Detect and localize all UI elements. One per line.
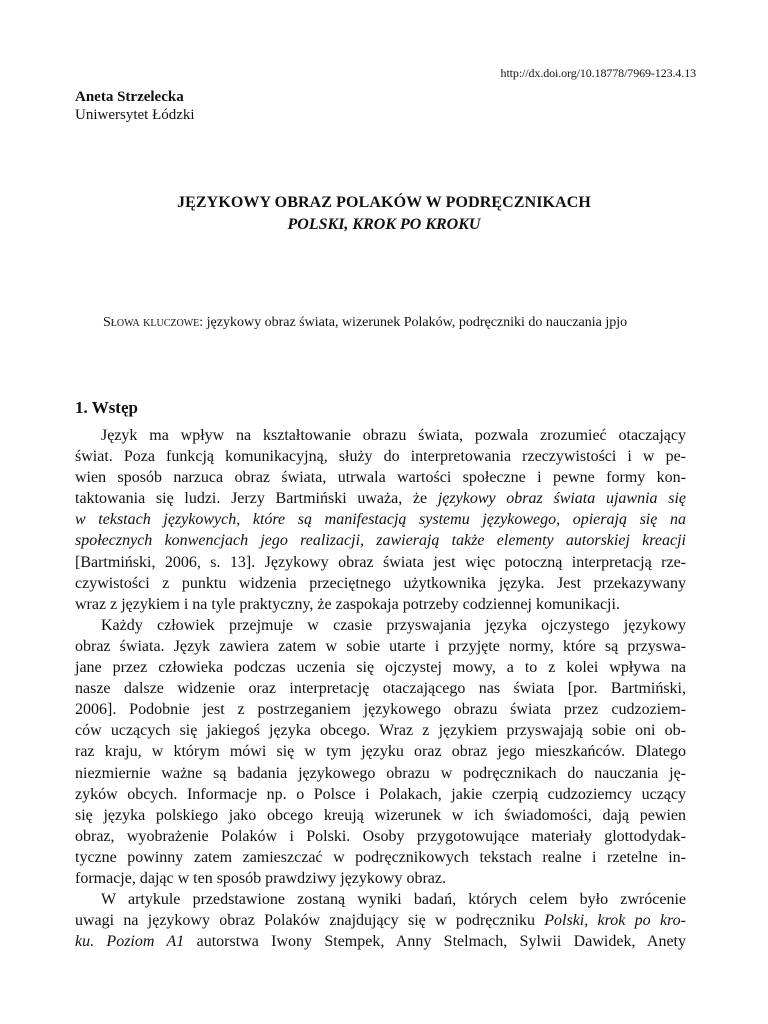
body-line: się języka polskiego jako obcego kreują wizerunek w ich świadomości, dają pewien: [75, 806, 686, 824]
body-line-italic: w tekstach językowych, które są manifestacją systemu językowego, opierają się na: [75, 511, 686, 529]
author-block: [75, 88, 195, 124]
keywords-label: Słowa kluczowe:: [103, 315, 204, 330]
body-line: 2006]. Podobnie jest z postrzeganiem językowego obrazu świata przez cudzoziem-: [75, 701, 686, 719]
body-line: [75, 530, 686, 551]
body-line: [75, 488, 686, 509]
body-line: raz kraju, w którym mówi się w tym języku oraz obraz jego mieszkańców. Dlatego: [75, 743, 686, 761]
body-line: wien sposób narzuca obraz świata, utrwala wartości społeczne i pewne formy kon-: [75, 469, 686, 487]
body-line-part: autorstwa Iwony Stempek, Anny Stelmach, Sylwii Dawidek, Anety: [184, 933, 686, 951]
body-line: zyków obcych. Informacje np. o Polsce i Polakach, jakie czerpią cudzoziemcy uczący: [75, 785, 686, 803]
body-line-part: taktowania się ludzi. Jerzy Bartmiński uważa, że: [75, 490, 438, 508]
author-affiliation: Uniwersytet Łódzki: [75, 107, 195, 123]
body-line: tyczne powinny zatem zamieszczać w podręcznikowych tekstach realne i rzetelne in-: [75, 848, 686, 866]
section-heading: 1. Wstęp: [75, 398, 138, 417]
body-line: wraz z językiem i na tyle praktyczny, że zaspokaja potrzeby codziennej komunikacji.: [75, 595, 620, 613]
title-line-1: JĘZYKOWY OBRAZ POLAKÓW W PODRĘCZNIKACH: [177, 194, 591, 211]
body-line: [75, 509, 686, 530]
doi-link[interactable]: http://dx.doi.org/10.18778/7969-123.4.13: [500, 66, 696, 80]
body-line-italic: Polski, krok po kro-: [544, 912, 687, 930]
article-title: [75, 192, 693, 236]
body-line: świat. Poza funkcją komunikacyjną, służy do interpretowania rzeczywistości i w pe-: [75, 448, 686, 466]
body-line-part: uwagi na językowy obraz Polaków znajdujący się w podręczniku: [75, 912, 545, 930]
author-name: Aneta Strzelecka: [75, 89, 184, 105]
body-line: W artykule przedstawione zostaną wyniki badań, których celem było zwrócenie: [101, 891, 686, 909]
body-line: [75, 931, 686, 952]
body-line-italic: społecznych konwencjach jego realizacji, zawierają także elementy autorskiej kreacji: [75, 532, 686, 550]
body-line: nasze dalsze widzenie oraz interpretację otaczającego nas świata [por. Bartmiński,: [75, 680, 686, 698]
body-line: [Bartmiński, 2006, s. 13]. Językowy obraz świata jest więc potoczną interpretacją rze-: [75, 553, 686, 571]
body-line: Język ma wpływ na kształtowanie obrazu świata, pozwala zrozumieć otaczający: [101, 427, 686, 444]
body-line: ców uczących się jakiegoś języka obcego. Wraz z językiem przyswajają sobie oni ob-: [75, 722, 686, 740]
body-line: obraz, wyobrażenie Polaków i Polski. Osoby przygotowujące materiały glottodydak-: [75, 827, 686, 845]
body-line: niezmiernie ważne są badania językowego obrazu w podręcznikach do nauczania ję-: [75, 764, 686, 782]
body-line: obraz świata. Język zawiera zatem w sobie utarte i przyjęte normy, które są przyswa-: [75, 637, 686, 655]
body-line: czywistości z punktu widzenia przeciętnego użytkownika języka. Jest przekazywany: [75, 574, 686, 592]
body-line: formacje, dając w ten sposób prawdziwy językowy obraz.: [75, 869, 446, 887]
keywords: [103, 315, 627, 331]
body-line: [75, 910, 686, 931]
keywords-text: językowy obraz świata, wizerunek Polaków, podręczniki do nauczania jpjo: [203, 315, 628, 330]
body-line: Każdy człowiek przejmuje w czasie przyswajania języka ojczystego językowy: [101, 616, 686, 634]
body-text: [75, 425, 686, 952]
body-line-italic: językowy obraz świata ujawnia się: [437, 490, 687, 508]
body-line-italic: ku. Poziom A1: [75, 933, 185, 951]
title-line-2: POLSKI, KROK PO KROKU: [287, 216, 481, 233]
body-line: jane przez człowieka podczas uczenia się ojczystej mowy, a to z kolei wpływa na: [75, 659, 686, 677]
